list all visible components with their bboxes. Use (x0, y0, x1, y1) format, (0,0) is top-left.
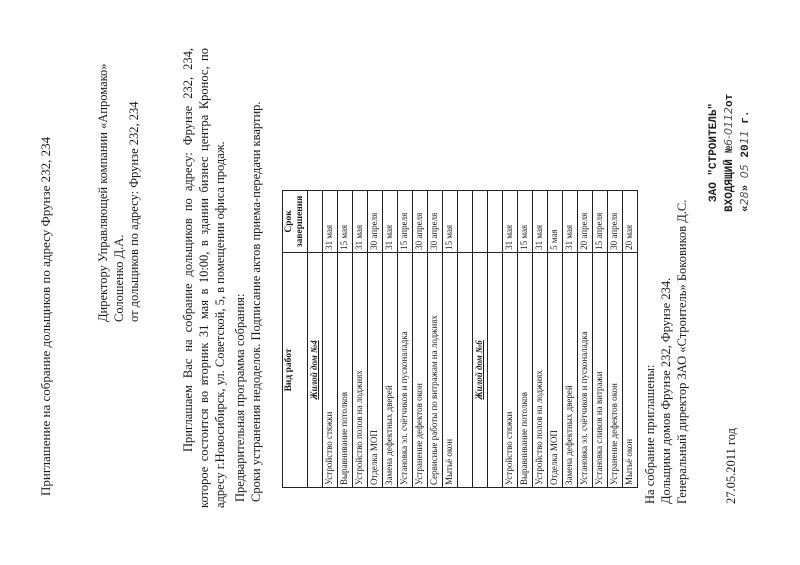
work-cell: Сервисные работы по витражам на лоджиях (427, 252, 442, 487)
date-cell: 20 мая (622, 191, 637, 253)
table-row (517, 191, 532, 488)
section-date-empty (307, 191, 322, 253)
work-cell: Выравнивание потолков (517, 252, 532, 487)
work-cell: Мытьё окон (442, 252, 457, 487)
addressee-line: от дольщиков по адресу: Фрунзе 232, 234 (127, 101, 142, 322)
work-cell: Установка эл. счётчиков и пусконаладка (397, 252, 412, 487)
table-row (502, 191, 517, 488)
addressee-line: Директору Управляющей компании «Апромако» (96, 63, 110, 322)
spacer-cell (457, 252, 472, 487)
spacer-row (457, 191, 472, 488)
work-cell: Мытьё окон (622, 252, 637, 487)
spacer-row (487, 191, 502, 488)
stamp-date-line: «28» 05 2011 г. (737, 110, 752, 212)
document-date: 27.05.2011 год (724, 428, 738, 504)
table-row (577, 191, 592, 488)
date-cell: 15 мая (337, 191, 352, 253)
date-cell: 31 мая (502, 191, 517, 253)
spacer-cell (457, 191, 472, 253)
date-cell: 15 апреля (592, 191, 607, 253)
stamp-month: 05 (737, 164, 751, 179)
table-row (532, 191, 547, 488)
stamp-year: 11 (737, 130, 751, 145)
date-cell: 31 мая (322, 191, 337, 253)
table-row (592, 191, 607, 488)
work-cell: Устройство полов на лоджиях (532, 252, 547, 487)
table-header-row (283, 191, 308, 488)
addressee-line: Солошенко Д.А. (111, 234, 126, 322)
spacer-cell (487, 252, 502, 487)
date-cell: 31 мая (562, 191, 577, 253)
date-cell: 31 мая (382, 191, 397, 253)
table-row (607, 191, 622, 488)
table-row (442, 191, 457, 488)
stamp-label: ВХОДЯЩИЙ № (723, 145, 736, 212)
work-cell: Установка эл. счётчиков и пусконаладка (577, 252, 592, 487)
stamp-year-prefix: 20 (739, 144, 752, 158)
date-cell: 31 мая (532, 191, 547, 253)
invited-line: Дольщики домов Фрунзе 232, Фрунзе 234. (659, 277, 673, 504)
program-description: Сроки устранения недоделок. Подписание актов приема-передачи квартир. (249, 101, 263, 502)
work-cell: Замена дефектных дверей (562, 252, 577, 487)
date-cell: 15 мая (517, 191, 532, 253)
work-cell: Отделка МОП (367, 252, 382, 487)
section-row (472, 191, 487, 488)
table-row (367, 191, 382, 488)
date-cell: 5 мая (547, 191, 562, 253)
invited-line: Генеральный директор ЗАО «Строитель» Боковиков Д.С. (675, 199, 689, 504)
work-cell: Устройство стяжки (502, 252, 517, 487)
invited-heading: На собрание приглашены: (643, 364, 657, 504)
spacer-cell (487, 191, 502, 253)
document-title: Приглашение на собрание дольщиков по адресу Фрунзе 232, 234 (38, 136, 53, 496)
stamp-day: 28 (737, 191, 751, 206)
stamp-year-suffix: г. (739, 110, 752, 124)
table-row (322, 191, 337, 488)
invitation-paragraph: Приглашаем Вас на собрание дольщиков по адресу: Фрунзе 232, 234, которое состоится во вторник 31 мая в 10:00, в здании бизнес центра Кронос, по адресу г.Новосибирск, ул. Советской, 5, в помещении офиса продаж. (181, 48, 227, 508)
stamp-company: ЗАО "СТРОИТЕЛЬ" (708, 102, 720, 202)
work-cell: Устройство стяжки (322, 252, 337, 487)
work-cell: Установка сливов на витражи (592, 252, 607, 487)
work-cell: Отделка МОП (547, 252, 562, 487)
section-title: Жилой дом №4 (307, 252, 322, 487)
section-title: Жилой дом №6 (472, 252, 487, 487)
stamp-number: 6-0112 (721, 107, 735, 146)
date-cell: 31 мая (352, 191, 367, 253)
work-cell: Устранение дефектов окон (607, 252, 622, 487)
header-work: Вид работ (283, 252, 308, 487)
works-table (282, 190, 638, 488)
invited-block (642, 64, 690, 504)
table-row (397, 191, 412, 488)
date-cell: 20 апреля (577, 191, 592, 253)
program-heading: Предварительная программа собрания: (233, 293, 247, 502)
date-cell: 30 апреля (607, 191, 622, 253)
table-row (412, 191, 427, 488)
work-cell: Замена дефектных дверей (382, 252, 397, 487)
table-row (352, 191, 367, 488)
program-block (232, 42, 264, 502)
work-cell: Устранение дефектов окон (412, 252, 427, 487)
section-date-empty (472, 191, 487, 253)
date-cell: 30 апреля (367, 191, 382, 253)
stamp-from: от (723, 93, 736, 108)
addressee-block (96, 63, 143, 322)
table-row (547, 191, 562, 488)
incoming-stamp (708, 42, 753, 212)
date-cell: 15 апреля (397, 191, 412, 253)
document-page (0, 2, 800, 562)
section-row (307, 191, 322, 488)
table-row (622, 191, 637, 488)
date-cell: 15 мая (442, 191, 457, 253)
table-row (562, 191, 577, 488)
work-cell: Устройство полов на лоджиях (352, 252, 367, 487)
table-row (337, 191, 352, 488)
work-cell: Выравнивание потолков (337, 252, 352, 487)
date-cell: 30 апреля (427, 191, 442, 253)
date-cell: 30 апреля (412, 191, 427, 253)
stamp-number-line (722, 42, 738, 212)
table-row (382, 191, 397, 488)
header-date: Срок завершения (283, 191, 308, 253)
table-row (427, 191, 442, 488)
